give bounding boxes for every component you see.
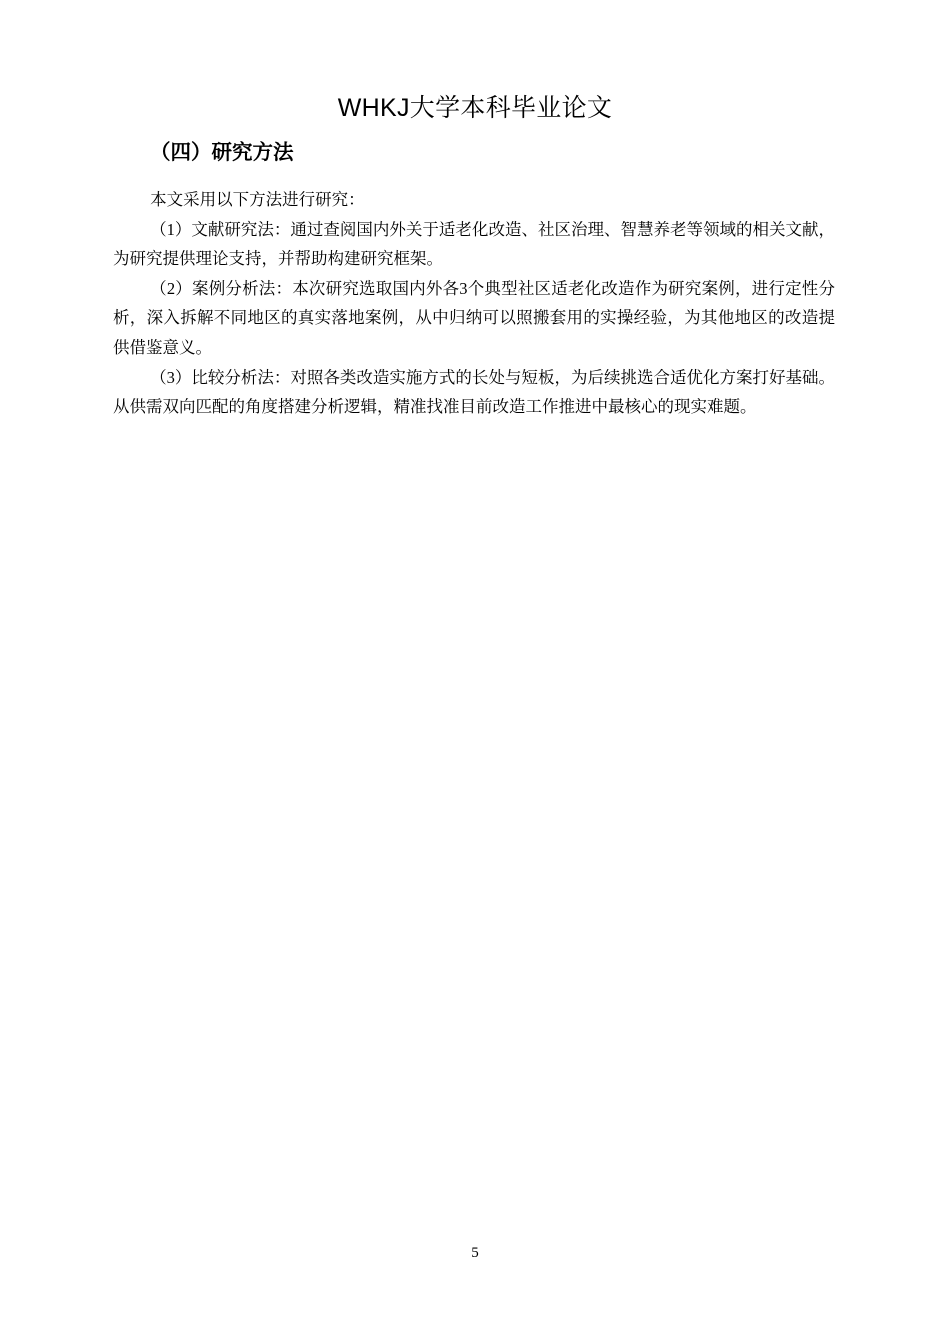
method-case-analysis-paragraph: （2）案例分析法：本次研究选取国内外各3个典型社区适老化改造作为研究案例，进行定性分析，深入拆解不同地区的真实落地案例，从中归纳可以照搬套用的实操经验，为其他地区的改造提供借鉴意义。 — [113, 278, 835, 357]
intro-paragraph: 本文采用以下方法进行研究： — [150, 190, 365, 209]
page-number: 5 — [471, 1245, 479, 1261]
method-comparison-paragraph: （3）比较分析法：对照各类改造实施方式的长处与短板，为后续挑选合适优化方案打好基础。从供需双向匹配的角度搭建分析逻辑，精准找准目前改造工作推进中最核心的现实难题。 — [113, 367, 835, 417]
method-literature-paragraph: （1）文献研究法：通过查阅国内外关于适老化改造、社区治理、智慧养老等领域的相关文献，为研究提供理论支持，并帮助构建研究框架。 — [113, 219, 835, 269]
page-header-title: WHKJ大学本科毕业论文 — [337, 94, 613, 122]
section-body — [113, 185, 835, 422]
section-heading: （四）研究方法 — [150, 140, 294, 164]
